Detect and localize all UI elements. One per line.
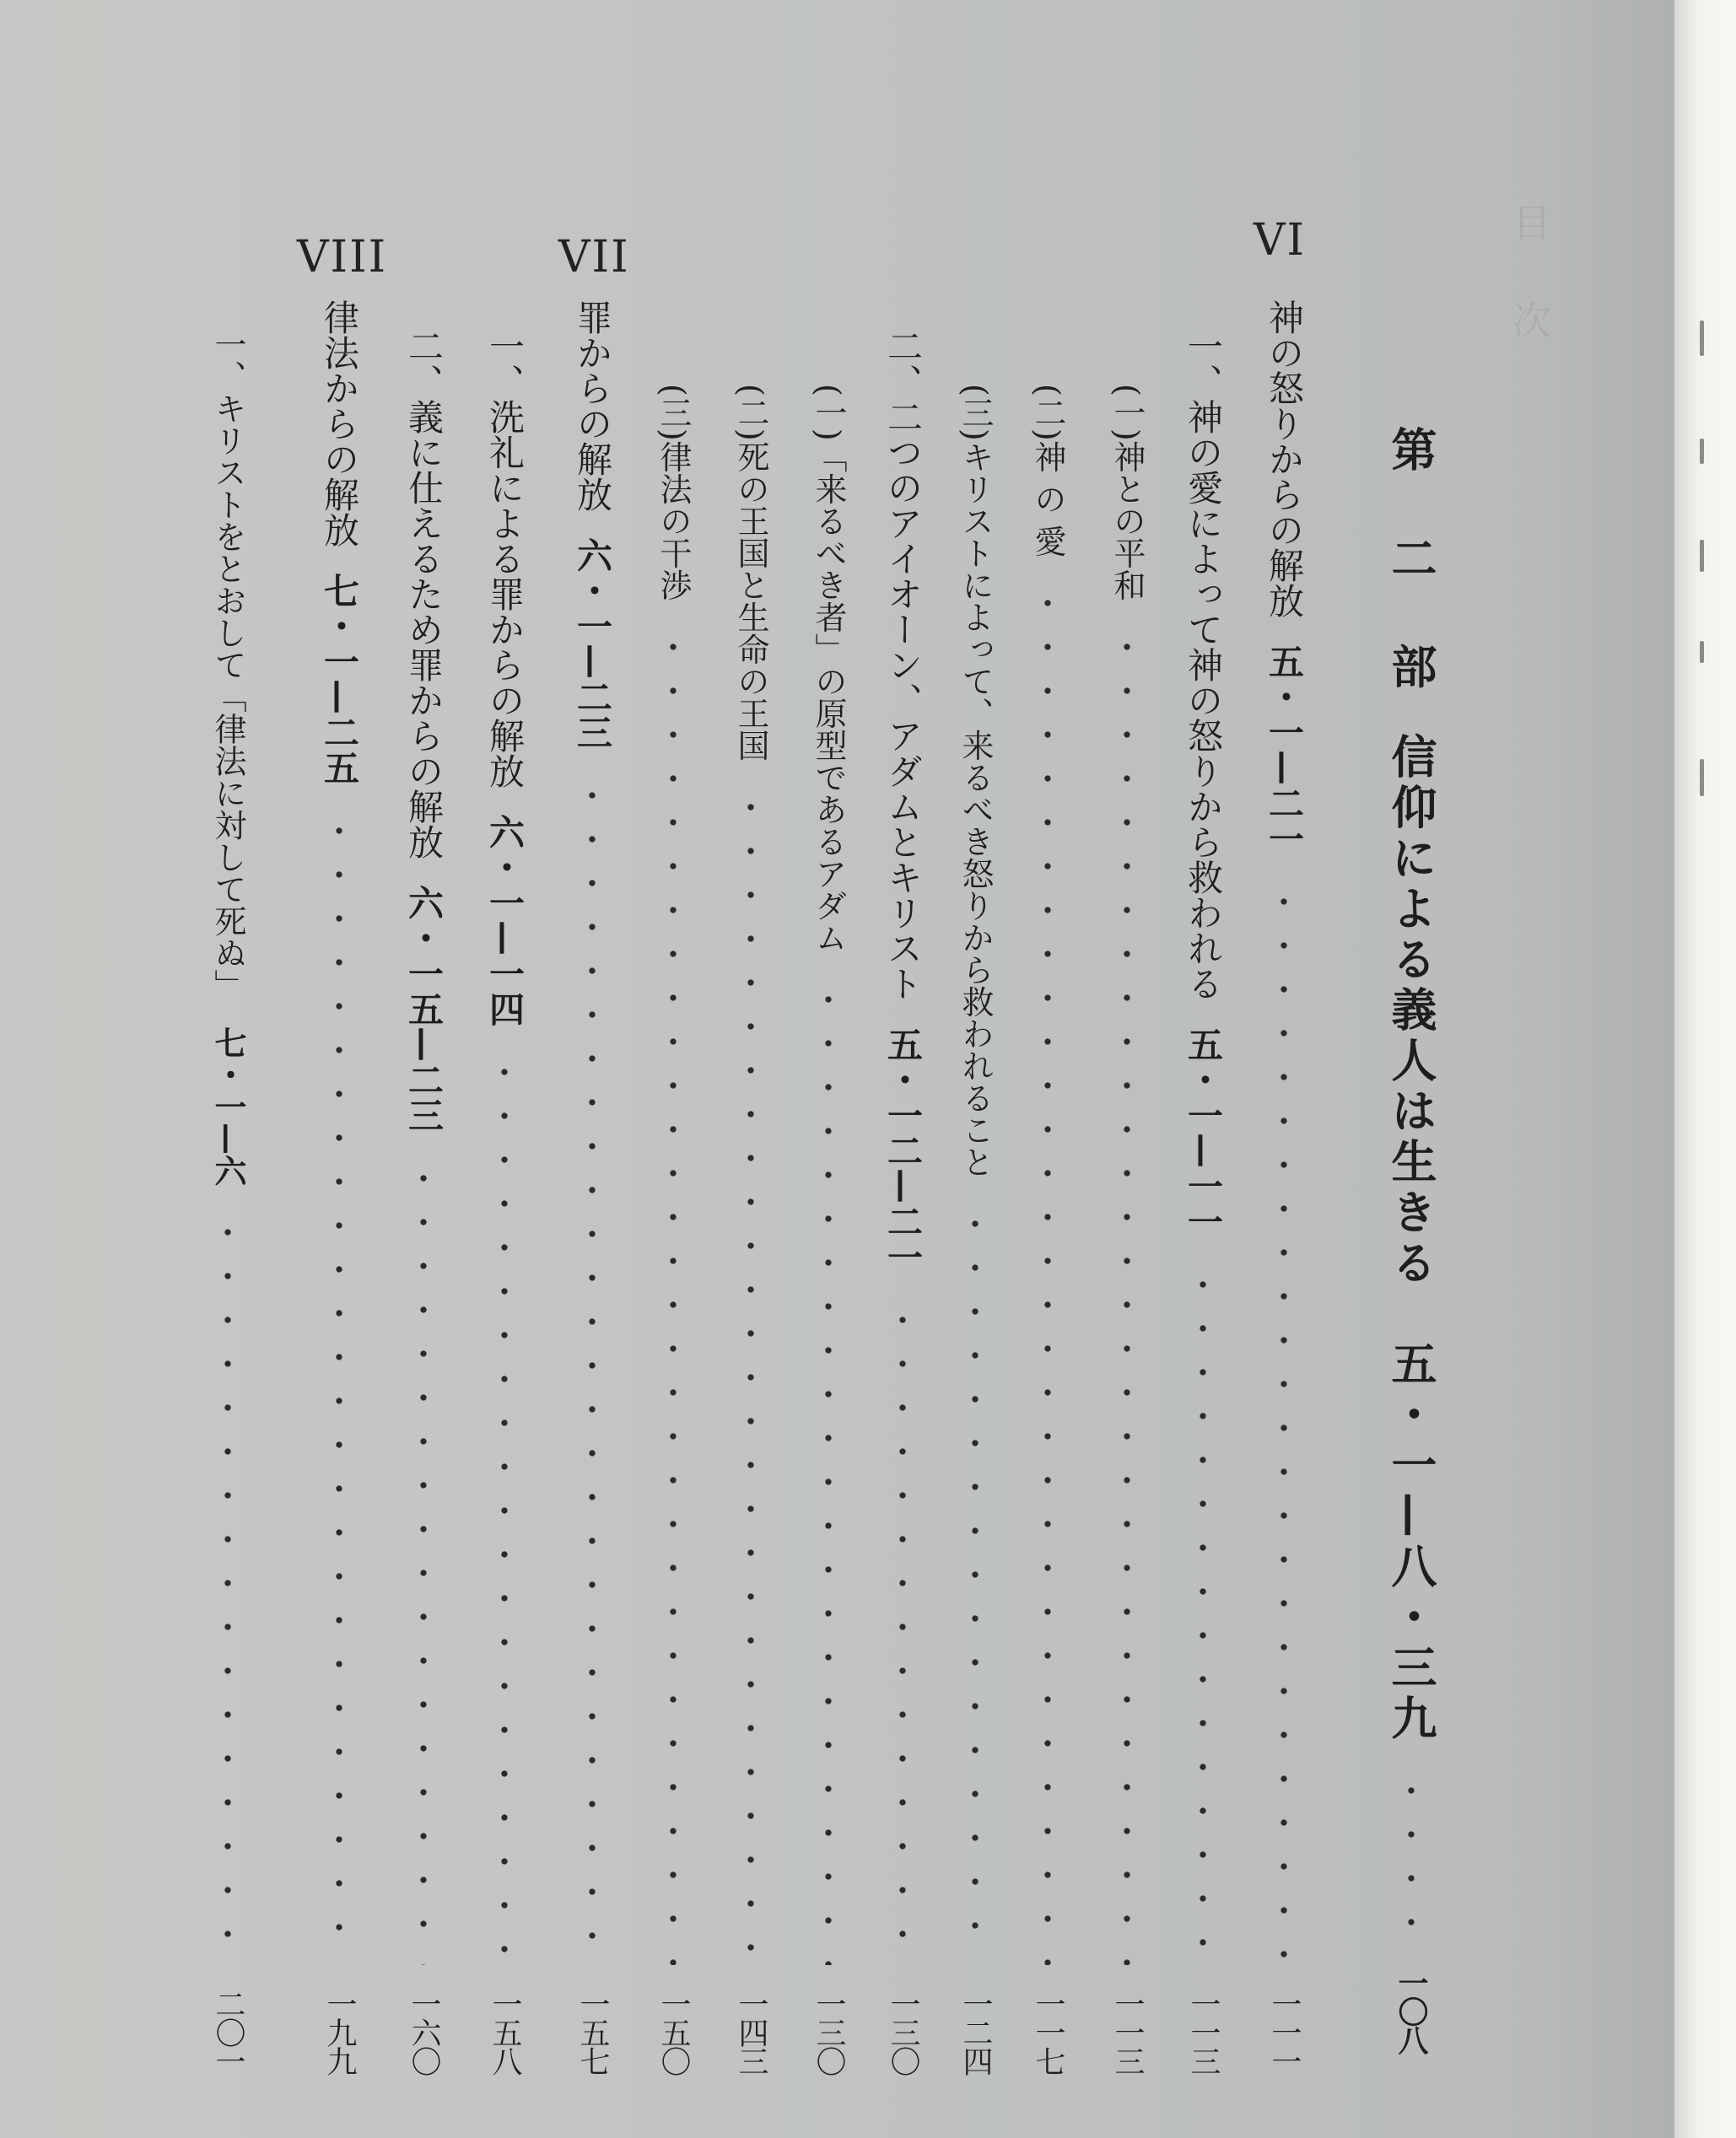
toc-entry-chapter-vii[interactable]	[567, 299, 617, 2075]
part-title: 信仰による義人は生きる	[1384, 732, 1438, 1290]
toc-entry-chapter-vi[interactable]	[1259, 299, 1309, 2075]
subsection-title: (一)神との平和	[1108, 384, 1146, 601]
leader-dots	[1024, 581, 1071, 1965]
toc-entry-section[interactable]	[877, 299, 928, 2075]
leader-dots	[727, 785, 774, 1965]
leader-dots	[1178, 1263, 1228, 1965]
leader-dots	[877, 1298, 928, 1965]
subsection-title: (三)律法の干渉	[655, 384, 692, 601]
chapter-ref: 六・一—二三	[572, 537, 613, 750]
toc-entry-subsection[interactable]	[952, 299, 999, 2075]
leader-dots	[1382, 1769, 1441, 1944]
toc-entry-section[interactable]	[1178, 299, 1228, 2075]
chapter-title: 罪からの解放	[572, 299, 613, 512]
toc-entry-section[interactable]	[398, 299, 449, 2075]
section-page: 一三〇	[886, 1989, 920, 2075]
leader-dots	[479, 1050, 530, 1965]
subsection-page: 一五〇	[656, 1989, 691, 2075]
chapter-page: 一九九	[322, 1989, 357, 2075]
show-through-text: 目 次	[1507, 202, 1552, 545]
toc-entry-section[interactable]	[479, 299, 530, 2075]
subsection-page: 一四三	[734, 1989, 768, 2075]
section-page: 二〇一	[211, 1989, 245, 2075]
leader-dots	[650, 625, 697, 1965]
edge-mark	[1700, 759, 1704, 796]
subsection-page: 一二四	[958, 1989, 993, 2075]
leader-dots	[1259, 880, 1309, 1965]
toc-entry-subsection[interactable]	[805, 299, 852, 2075]
chapter-title: 神の怒りからの解放	[1264, 299, 1305, 618]
section-page: 一五八	[488, 1989, 522, 2075]
section-ref: 六・一五—二三	[403, 885, 445, 1133]
leader-dots	[314, 809, 364, 1965]
subsection-title: (二)神 の 愛	[1029, 384, 1066, 557]
section-ref: 六・一—一四	[484, 814, 526, 1026]
edge-mark	[1700, 641, 1704, 663]
part-ref: 五・一—八・三九	[1384, 1339, 1438, 1745]
leader-dots	[567, 773, 617, 1965]
section-title: 一、キリストをとおして「律法に対して死ぬ」	[209, 328, 246, 1001]
toc-entry-section[interactable]	[202, 299, 253, 2075]
chapter-page: 一五七	[575, 1989, 610, 2075]
edge-mark	[1700, 439, 1704, 464]
chapter-numeral-viii: VIII	[297, 232, 388, 283]
part-page: 一〇八	[1394, 1968, 1429, 2054]
leader-dots	[202, 1210, 253, 1965]
subsection-page: 一一三	[1110, 1989, 1145, 2075]
section-title: 二、二つのアイオーン、アダムとキリスト	[882, 328, 924, 1001]
chapter-numeral-vi: VI	[1253, 215, 1307, 266]
subsection-title: (二)死の王国と生命の王国	[732, 384, 769, 762]
chapter-numeral-vii: VII	[558, 232, 630, 283]
edge-mark	[1700, 540, 1704, 572]
chapter-page: 一一一	[1267, 1989, 1302, 2075]
toc-entry-chapter-viii[interactable]	[314, 299, 364, 2075]
leader-dots	[952, 1202, 999, 1965]
chapter-title: 律法からの解放	[319, 299, 360, 547]
edge-mark	[1700, 320, 1704, 356]
section-page: 一一三	[1186, 1989, 1221, 2075]
part-label: 第 二 部	[1384, 426, 1438, 713]
subsection-page: 一一七	[1031, 1989, 1065, 2075]
leader-dots	[805, 977, 852, 1965]
toc-entry-subsection[interactable]	[650, 299, 697, 2075]
leader-dots	[1103, 625, 1151, 1965]
section-title: 一、神の愛によって神の怒りから救われる	[1183, 328, 1224, 1001]
toc-entry-subsection[interactable]	[1024, 299, 1071, 2075]
section-ref: 五・一—一一	[1183, 1026, 1224, 1239]
section-ref: 七・一—六	[209, 1026, 247, 1187]
toc-entry-subsection[interactable]	[727, 299, 774, 2075]
section-page: 一六〇	[407, 1989, 441, 2075]
leader-dots	[398, 1156, 449, 1965]
subsection-title: (一)「来るべき者」の原型であるアダム	[810, 384, 847, 954]
chapter-ref: 七・一—二五	[319, 573, 360, 785]
section-title: 二、義に仕えるため罪からの解放	[403, 328, 445, 859]
subsection-title: (三)キリストによって、来るべき怒りから救われること	[957, 384, 994, 1178]
next-page-edge	[1674, 0, 1736, 2138]
chapter-ref: 五・一—二一	[1264, 644, 1305, 856]
toc-entry-subsection[interactable]	[1103, 299, 1151, 2075]
section-ref: 五・一二—二一	[882, 1026, 924, 1274]
part-heading	[1382, 426, 1441, 2054]
section-title: 一、洗礼による罪からの解放	[484, 328, 526, 789]
subsection-page: 一三〇	[811, 1989, 846, 2075]
